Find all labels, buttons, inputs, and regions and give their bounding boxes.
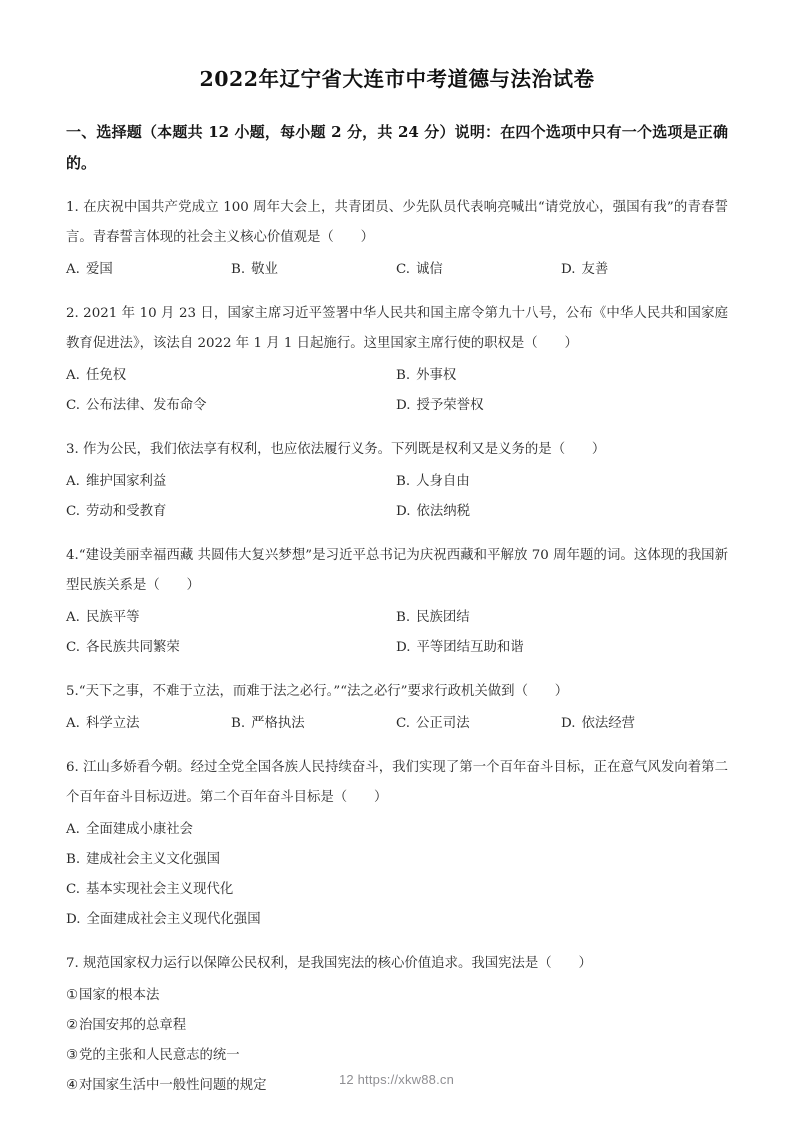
option-text: 全面建成小康社会 <box>85 822 194 837</box>
option-text: 民族团结 <box>416 610 470 625</box>
option-label: C. <box>396 716 411 731</box>
option-label: D. <box>561 716 576 731</box>
option-C[interactable] <box>66 497 396 527</box>
option-C[interactable] <box>66 633 396 663</box>
option-row <box>66 1011 728 1041</box>
option-text: 公正司法 <box>416 716 470 731</box>
option-label: D. <box>561 262 576 277</box>
option-row <box>66 905 728 935</box>
option-label: B. <box>66 852 81 867</box>
option-label: D. <box>396 640 411 655</box>
option-text: 全面建成社会主义现代化强国 <box>86 912 261 927</box>
option-D[interactable] <box>396 633 726 663</box>
option-②[interactable] <box>66 1011 728 1041</box>
option-text: 民族平等 <box>85 610 140 625</box>
option-B[interactable] <box>231 255 396 285</box>
question-stem: 5.“天下之事，不难于立法，而难于法之必行。”“法之必行”要求行政机关做到（ ） <box>66 684 569 699</box>
question-6 <box>66 753 728 935</box>
option-text: 公布法律、发布命令 <box>86 398 207 413</box>
option-A[interactable] <box>66 255 231 285</box>
page-title: 2022年辽宁省大连市中考道德与法治试卷 <box>199 67 595 91</box>
option-row <box>66 1041 728 1071</box>
option-C[interactable] <box>396 255 561 285</box>
option-B[interactable] <box>396 467 726 497</box>
option-row <box>66 633 728 663</box>
option-text: 授予荣誉权 <box>416 398 484 413</box>
option-text: 科学立法 <box>85 716 140 731</box>
section-heading-choice: 一、选择题（本题共 12 小题，每小题 2 分，共 24 分）说明：在四个选项中只有一个选项是正确的。 <box>66 123 728 172</box>
option-label: A. <box>66 474 80 489</box>
option-label: D. <box>396 504 411 519</box>
option-group <box>66 709 728 739</box>
option-A[interactable] <box>66 361 396 391</box>
option-label: A. <box>66 262 80 277</box>
option-row <box>66 815 728 845</box>
page-content <box>66 0 728 1101</box>
option-row <box>66 361 728 391</box>
option-label: B. <box>231 716 246 731</box>
option-text: 依法经营 <box>581 716 636 731</box>
option-A[interactable] <box>66 603 396 633</box>
option-text: 任免权 <box>85 368 127 383</box>
question-stem: 1. 在庆祝中国共产党成立 100 周年大会上，共青团员、少先队员代表响亮喊出“请党放心，强国有我”的青春誓言。青春誓言体现的社会主义核心价值观是（ ） <box>66 200 728 245</box>
option-text: 维护国家利益 <box>85 474 167 489</box>
option-row <box>66 709 728 739</box>
question-list <box>66 193 728 1101</box>
option-label: ③ <box>66 1048 79 1063</box>
option-row <box>66 845 728 875</box>
question-4 <box>66 541 728 663</box>
option-B[interactable] <box>396 603 726 633</box>
option-D[interactable] <box>561 255 726 285</box>
option-A[interactable] <box>66 467 396 497</box>
option-text: 严格执法 <box>251 716 305 731</box>
option-A[interactable] <box>66 815 728 845</box>
option-row <box>66 467 728 497</box>
question-stem: 7. 规范国家权力运行以保障公民权利，是我国宪法的核心价值追求。我国宪法是（ ） <box>66 956 592 971</box>
option-label: B. <box>231 262 246 277</box>
option-text: 人身自由 <box>416 474 470 489</box>
option-group <box>66 361 728 421</box>
option-group <box>66 255 728 285</box>
option-group <box>66 603 728 663</box>
question-1 <box>66 193 728 285</box>
option-label: ④ <box>66 1078 79 1093</box>
option-C[interactable] <box>66 391 396 421</box>
option-label: D. <box>66 912 81 927</box>
question-5 <box>66 677 728 739</box>
question-stem: 6. 江山多娇看今朝。经过全党全国各族人民持续奋斗，我们实现了第一个百年奋斗目标，正在意气风发向着第二个百年奋斗目标迈进。第二个百年奋斗目标是（ ） <box>66 760 728 805</box>
option-label: C. <box>66 398 81 413</box>
option-label: ① <box>66 988 79 1003</box>
option-text: 平等团结互助和谐 <box>416 640 524 655</box>
option-group <box>66 467 728 527</box>
option-text: 建成社会主义文化强国 <box>86 852 221 867</box>
option-label: ② <box>66 1018 79 1033</box>
option-row <box>66 391 728 421</box>
option-③[interactable] <box>66 1041 728 1071</box>
option-text: 爱国 <box>85 262 113 277</box>
option-text: 基本实现社会主义现代化 <box>86 882 234 897</box>
option-text: 劳动和受教育 <box>86 504 167 519</box>
option-group <box>66 815 728 935</box>
option-label: C. <box>66 640 81 655</box>
option-text: 依法纳税 <box>416 504 471 519</box>
option-text: 对国家生活中一般性问题的规定 <box>79 1078 267 1093</box>
question-stem: 4.“建设美丽幸福西藏 共圆伟大复兴梦想”是习近平总书记为庆祝西藏和平解放 70 周年题的词。这体现的我国新型民族关系是（ ） <box>66 548 728 593</box>
option-row <box>66 255 728 285</box>
option-row <box>66 981 728 1011</box>
option-text: 外事权 <box>416 368 457 383</box>
option-B[interactable] <box>231 709 396 739</box>
option-B[interactable] <box>66 845 728 875</box>
option-label: A. <box>66 822 80 837</box>
option-label: A. <box>66 368 80 383</box>
option-label: C. <box>66 882 81 897</box>
option-row <box>66 603 728 633</box>
option-label: D. <box>396 398 411 413</box>
option-D[interactable] <box>561 709 726 739</box>
option-D[interactable] <box>396 391 726 421</box>
option-row <box>66 875 728 905</box>
option-label: C. <box>396 262 411 277</box>
option-D[interactable] <box>396 497 726 527</box>
option-text: 治国安邦的总章程 <box>79 1018 187 1033</box>
option-label: A. <box>66 716 80 731</box>
option-C[interactable] <box>396 709 561 739</box>
option-text: 敬业 <box>251 262 278 277</box>
option-text: 诚信 <box>416 262 443 277</box>
option-A[interactable] <box>66 709 231 739</box>
option-label: C. <box>66 504 81 519</box>
option-①[interactable] <box>66 981 728 1011</box>
option-text: 友善 <box>581 262 609 277</box>
question-2 <box>66 299 728 421</box>
option-label: A. <box>66 610 80 625</box>
question-stem: 2. 2021 年 10 月 23 日，国家主席习近平签署中华人民共和国主席令第九十八号，公布《中华人民共和国家庭教育促进法》，该法自 2022 年 1 月 1 日起施行。这里国家主席行使的职权是（ ） <box>66 306 728 351</box>
option-text: 各民族共同繁荣 <box>86 640 180 655</box>
option-row <box>66 497 728 527</box>
option-label: B. <box>396 474 411 489</box>
option-text: 国家的根本法 <box>79 988 160 1003</box>
option-text: 党的主张和人民意志的统一 <box>79 1048 240 1063</box>
option-D[interactable] <box>66 905 728 935</box>
footer-watermark: 12 https://xkw88.cn <box>338 1072 455 1087</box>
question-3 <box>66 435 728 527</box>
option-C[interactable] <box>66 875 728 905</box>
option-label: B. <box>396 610 411 625</box>
question-stem: 3. 作为公民，我们依法享有权利，也应依法履行义务。下列既是权利又是义务的是（ ） <box>66 442 606 457</box>
option-B[interactable] <box>396 361 726 391</box>
option-label: B. <box>396 368 411 383</box>
